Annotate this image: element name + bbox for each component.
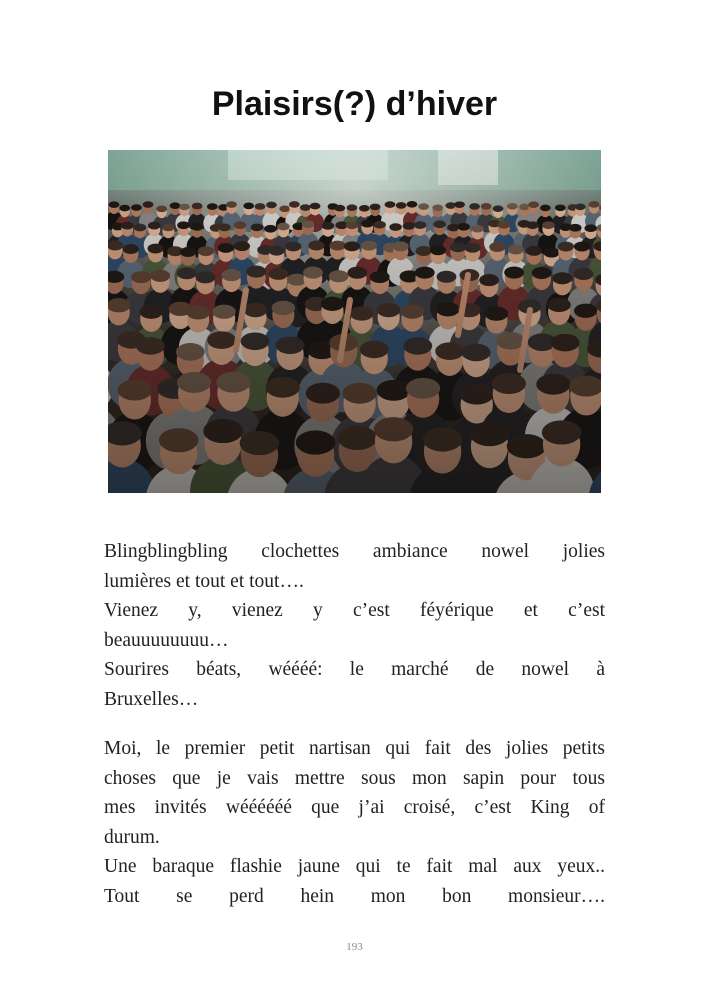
paragraph-line: Bruxelles… <box>104 688 199 710</box>
paragraph-line: Sourires béats, wéééé: le marché de nowel à <box>104 659 605 681</box>
paragraph-line: Moi, le premier petit nartisan qui fait des jolies petits <box>104 738 605 759</box>
paragraph-line: durum. <box>104 826 160 848</box>
paragraph-line: lumières et tout et tout…. <box>104 570 304 592</box>
page-title: Plaisirs(?) d’hiver <box>211 85 498 123</box>
paragraph-line: Blingblingbling clochettes ambiance nowel jolies <box>104 541 605 562</box>
paragraph-line: Une baraque flashie jaune qui te fait mal aux yeux.. <box>104 856 605 878</box>
paragraph-2 <box>104 734 605 912</box>
crowd-photo-icon <box>108 150 601 493</box>
paragraph-line: Tout se perd hein mon bon monsieur…. <box>104 885 605 907</box>
paragraph-line: mes invités wéééééé que j’ai croisé, c’est King of <box>104 797 605 819</box>
paragraph-line: Vienez y, vienez y c’est féyérique et c’est <box>104 600 605 622</box>
page-number: 193 <box>346 941 363 953</box>
paragraph-line: choses que je vais mettre sous mon sapin pour tous <box>104 767 605 789</box>
paragraph-line: beauuuuuuuu… <box>104 629 229 651</box>
crowd-photo <box>108 150 601 493</box>
paragraph-1 <box>104 537 605 715</box>
